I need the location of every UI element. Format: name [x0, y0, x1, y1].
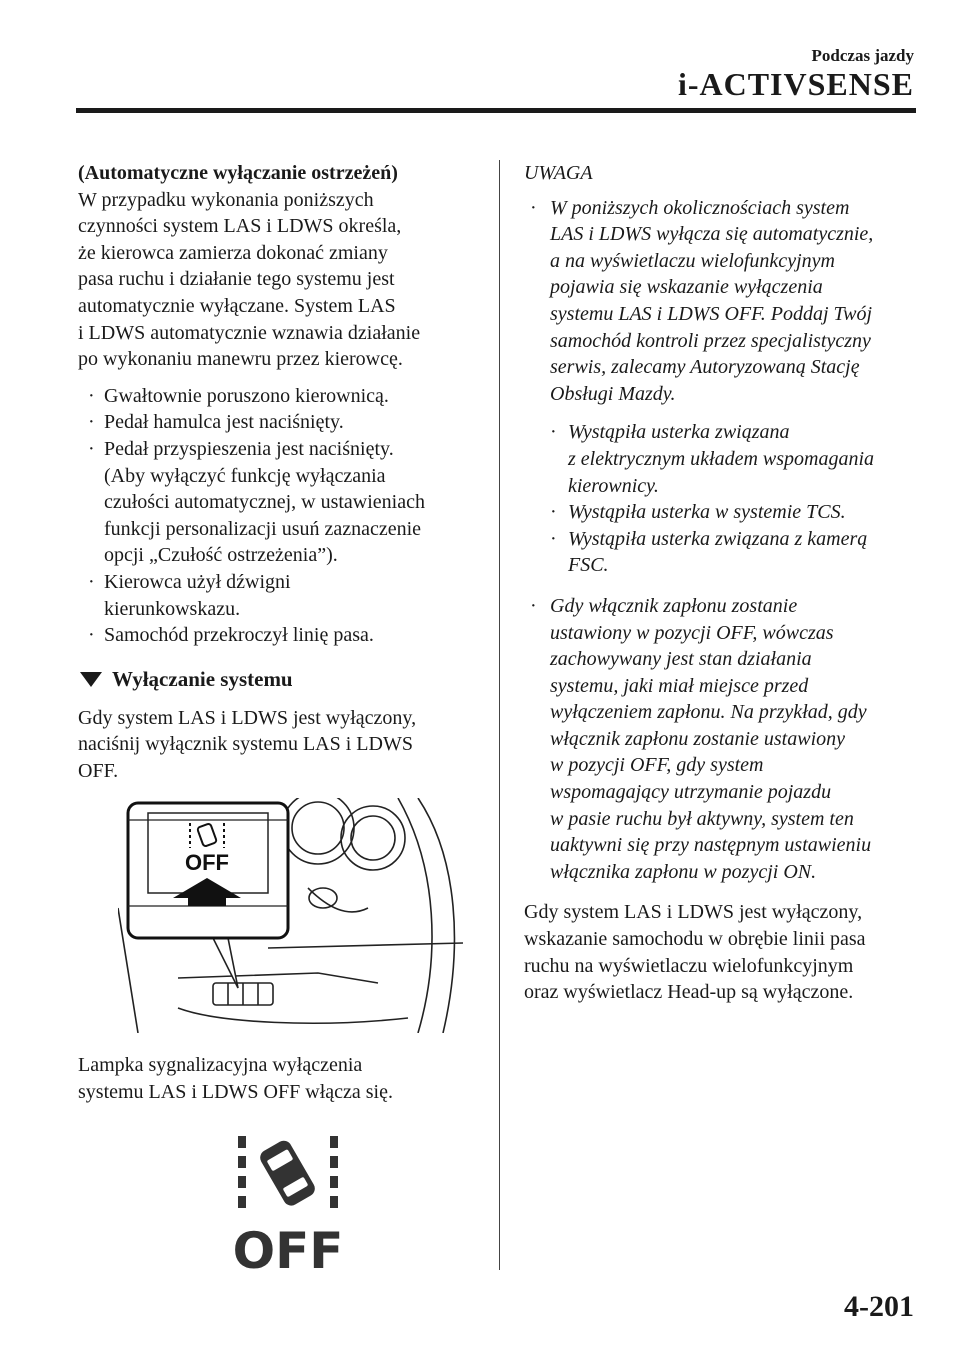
triangle-down-icon [80, 672, 102, 687]
cancel-conditions-list [78, 383, 478, 649]
page-number: 4-201 [844, 1290, 914, 1323]
list-item: · Gwałtownie poruszono kierownicą. [78, 383, 478, 410]
list-item: · Wystąpiła usterka związana z kamerą FSC. [550, 527, 868, 577]
list-item: · Kierowca użył dźwigni kierunkowskazu. [88, 570, 291, 620]
bullet-dot-icon: · [88, 570, 95, 593]
bullet-dot-icon: · [550, 421, 557, 444]
bullet-dot-icon: · [88, 624, 95, 647]
bullet-dot-icon: · [530, 594, 537, 617]
dashboard-switch-illustration [118, 798, 463, 1033]
header-title: i-ACTIVSENSE [677, 66, 914, 102]
bullet-dot-icon: · [88, 411, 95, 434]
lamp-off-label: OFF [232, 1221, 344, 1274]
bullet-dot-icon: · [550, 501, 557, 524]
header-section: Podczas jazdy [811, 46, 914, 65]
header-rule [76, 108, 916, 113]
list-item: · Pedał przyspieszenia jest naciśnięty. (Aby wyłączyć funkcję wyłączania czułości automatycznej, w ustawieniach funkcji personalizacji usuń zaznaczenie opcji „Czułość ostrzeżenia”). [88, 437, 425, 567]
section-text: Gdy system LAS i LDWS jest wyłączony, naciśnij wyłącznik systemu LAS i LDWS OFF. [78, 706, 417, 782]
right-column [524, 160, 924, 1006]
section-heading: Wyłączanie systemu [78, 665, 478, 693]
auto-cancel-heading: (Automatyczne wyłączanie ostrzeżeń) [78, 162, 398, 184]
bullet-dot-icon: · [88, 384, 95, 407]
list-item: · Wystąpiła usterka związana z elektrycznym układem wspomagania kierownicy. [550, 421, 875, 497]
left-column [78, 160, 478, 1279]
note-subbullets [524, 419, 924, 579]
las-ldws-off-lamp-icon [228, 1134, 348, 1274]
list-item: · Samochód przekroczył linię pasa. [78, 622, 478, 649]
final-paragraph: Gdy system LAS i LDWS jest wyłączony, wskazanie samochodu w obrębie linii pasa ruchu na wyświetlaczu wielofunkcyjnym oraz wyświetlacz Head-up są wyłączone. [524, 901, 866, 1004]
switch-off-label: OFF [185, 850, 229, 876]
auto-cancel-intro: W przypadku wykonania poniższych czynności system LAS i LDWS określa, że kierowca zamierza dokonać zmiany pasa ruchu i działanie tego systemu jest automatycznie wyłączane. System LAS i LDWS automatycznie wznawia działanie po wykonaniu manewru przez kierowcę. [78, 188, 421, 371]
column-divider [499, 160, 500, 1270]
lamp-text: Lampka sygnalizacyjna wyłączenia systemu LAS i LDWS OFF włącza się. [78, 1054, 393, 1104]
bullet-dot-icon: · [530, 196, 537, 219]
note-title: UWAGA [524, 162, 593, 184]
list-item: · Wystąpiła usterka w systemie TCS. [524, 499, 924, 526]
bullet-dot-icon: · [550, 527, 557, 550]
note-bullet: · Gdy włącznik zapłonu zostanie ustawiony w pozycji OFF, wówczas zachowywany jest stan działania systemu, jaki miał miejsce przed wyłączeniem zapłonu. Na przykład, gdy włącznik zapłonu zostanie ustawiony w pozycji OFF, gdy system wspomagający utrzymanie pojazdu w pasie ruchu był aktywny, system ten uaktywni się przy następnym ustawieniu włącznika zapłonu w pozycji ON. [530, 594, 872, 883]
list-item: · Pedał hamulca jest naciśnięty. [78, 409, 478, 436]
note-bullet: · W poniższych okolicznościach system LAS i LDWS wyłącza się automatycznie, a na wyświetlaczu wielofunkcyjnym pojawia się wskazanie wyłączenia systemu LAS i LDWS OFF. Poddaj Twój samochód kontroli przez specjalistyczny serwis, zalecamy Autoryzowaną Stację Obsługi Mazdy. [530, 196, 874, 405]
bullet-dot-icon: · [88, 437, 95, 460]
